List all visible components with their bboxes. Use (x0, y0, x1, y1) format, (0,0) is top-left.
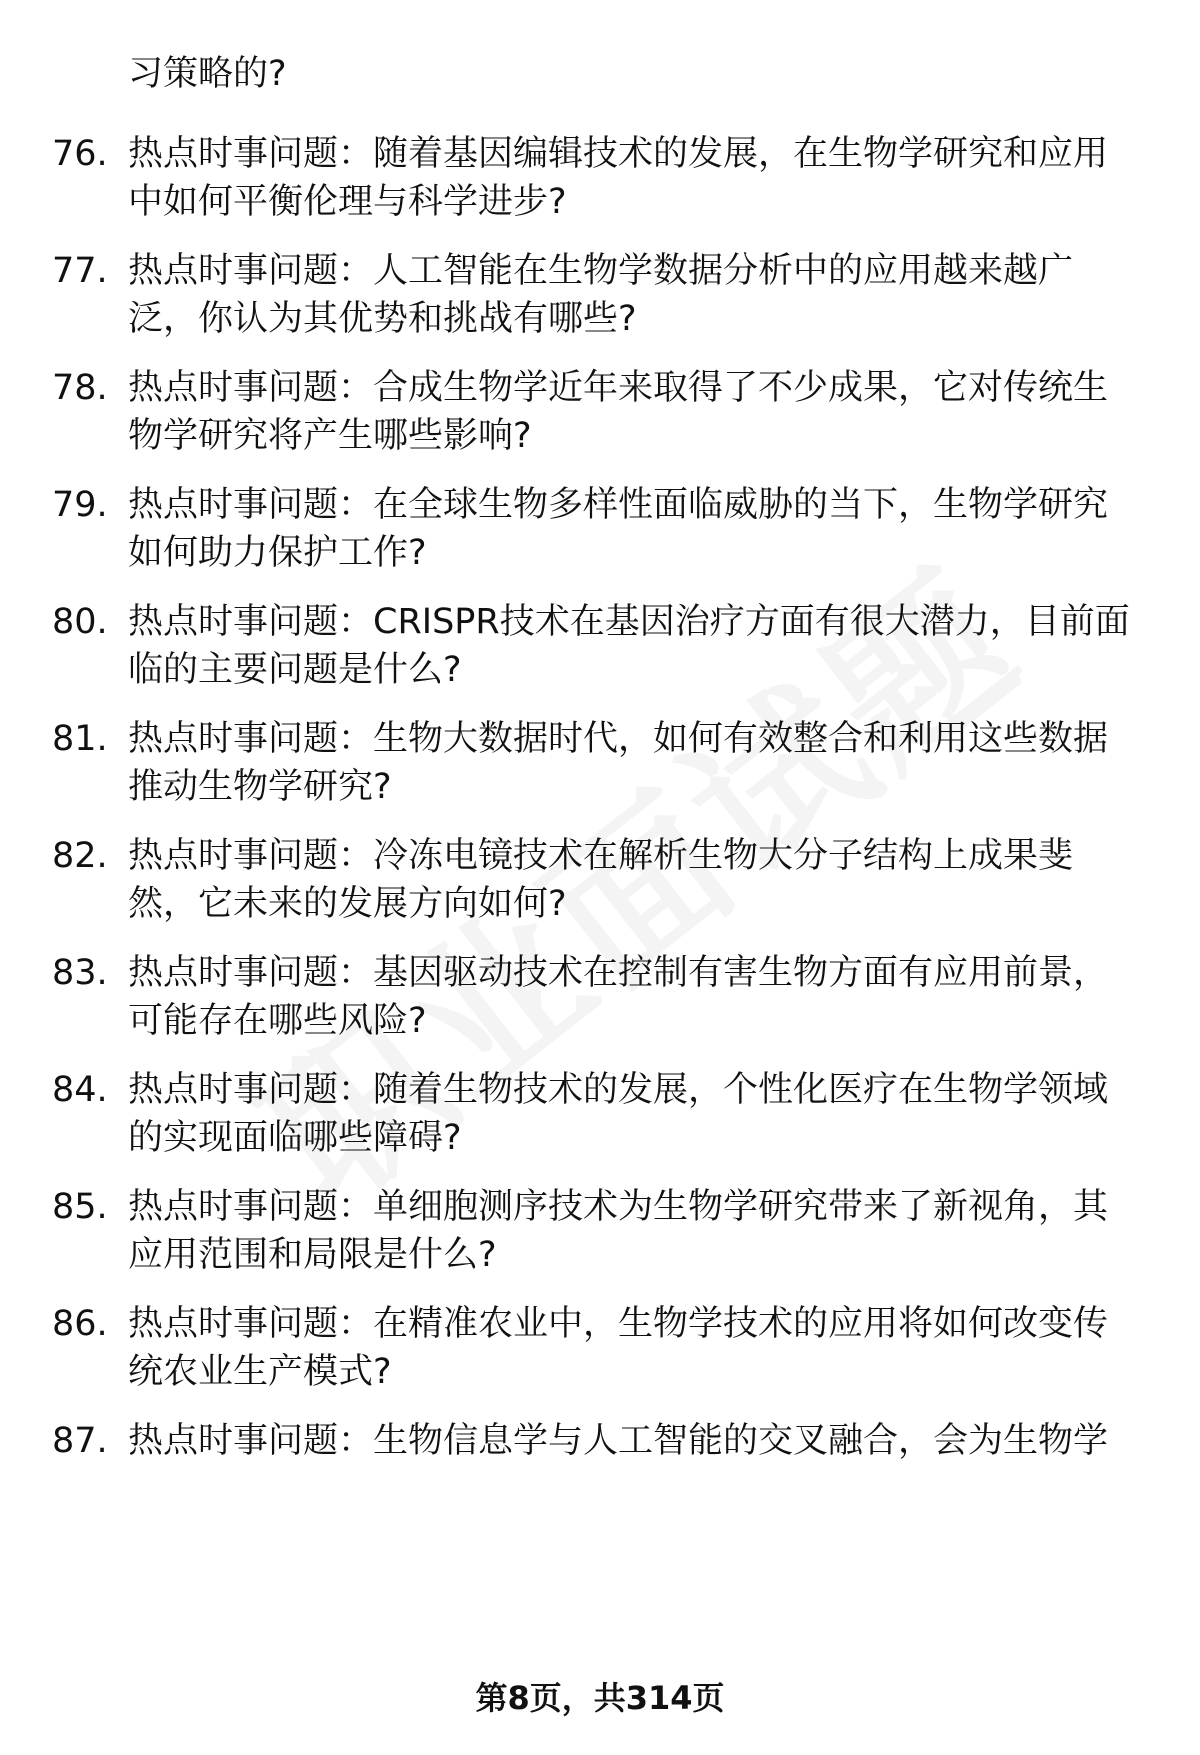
question-text-line2: 统农业生产模式? (128, 1352, 392, 1392)
question-number: 76. (52, 134, 108, 174)
question-text-line2: 如何助力保护工作? (128, 533, 427, 573)
question-number: 86. (52, 1304, 108, 1344)
question-text-line1: 热点时事问题：在全球生物多样性面临威胁的当下，生物学研究 (128, 485, 1109, 525)
question-number: 79. (52, 485, 108, 525)
question-number: 80. (52, 602, 108, 642)
question-text-line1: 热点时事问题：生物大数据时代，如何有效整合和利用这些数据 (128, 719, 1109, 759)
page-footer: 第8页，共314页 (475, 1679, 725, 1717)
question-text-line2: 然，它未来的发展方向如何? (128, 884, 567, 924)
question-number: 82. (52, 836, 108, 876)
question-text-line1: 热点时事问题：基因驱动技术在控制有害生物方面有应用前景， (128, 953, 1109, 993)
question-text-line1: 热点时事问题：冷冻电镜技术在解析生物大分子结构上成果斐 (128, 836, 1074, 876)
question-text-line2: 中如何平衡伦理与科学进步? (128, 182, 567, 222)
question-number: 87. (52, 1421, 108, 1461)
question-text-line1: 热点时事问题：单细胞测序技术为生物学研究带来了新视角，其 (128, 1187, 1109, 1227)
question-text-line1: 热点时事问题：生物信息学与人工智能的交叉融合，会为生物学 (128, 1421, 1109, 1461)
question-text-line1: 热点时事问题：合成生物学近年来取得了不少成果，它对传统生 (128, 368, 1109, 408)
question-text-line2: 泛，你认为其优势和挑战有哪些? (128, 299, 637, 339)
question-text-line1: 热点时事问题：随着基因编辑技术的发展，在生物学研究和应用 (128, 134, 1109, 174)
question-text-line2: 应用范围和局限是什么? (128, 1235, 497, 1275)
question-text-line2: 的实现面临哪些障碍? (128, 1118, 462, 1158)
question-number: 85. (52, 1187, 108, 1227)
question-number: 77. (52, 251, 108, 291)
question-number: 84. (52, 1070, 108, 1110)
continuation-line: 习策略的? (128, 54, 287, 94)
question-number: 83. (52, 953, 108, 993)
question-text-line1: 热点时事问题：随着生物技术的发展，个性化医疗在生物学领域 (128, 1070, 1109, 1110)
question-number: 78. (52, 368, 108, 408)
question-text-line1: 热点时事问题：在精准农业中，生物学技术的应用将如何改变传 (128, 1304, 1109, 1344)
question-text-line2: 可能存在哪些风险? (128, 1001, 427, 1041)
question-number: 81. (52, 719, 108, 759)
question-text-line1: 热点时事问题：人工智能在生物学数据分析中的应用越来越广 (128, 251, 1074, 291)
question-text-line2: 临的主要问题是什么? (128, 650, 462, 690)
question-text-line2: 推动生物学研究? (128, 767, 392, 807)
question-text-line2: 物学研究将产生哪些影响? (128, 416, 532, 456)
question-text-line1: 热点时事问题：CRISPR技术在基因治疗方面有很大潜力，目前面 (128, 602, 1130, 642)
